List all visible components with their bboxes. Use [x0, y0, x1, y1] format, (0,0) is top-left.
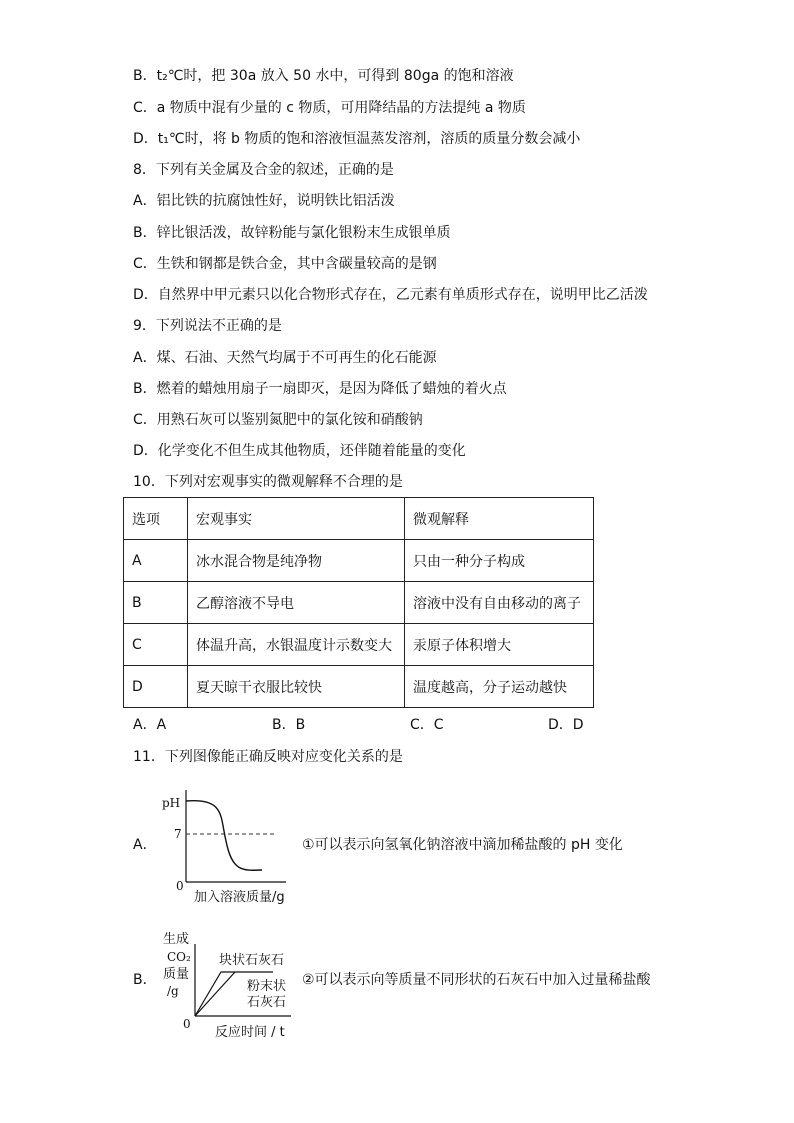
- q9-stem: 9．下列说法不正确的是: [133, 318, 282, 334]
- table-cell: 冰水混合物是纯净物: [188, 540, 405, 582]
- origin-label: 0: [183, 1017, 191, 1031]
- q11-stem: 11．下列图像能正确反映对应变化关系的是: [133, 749, 403, 765]
- q10-option-a: A．A: [133, 717, 167, 733]
- table-cell: 汞原子体积增大: [405, 624, 594, 666]
- table-cell: 溶液中没有自由移动的离子: [405, 582, 594, 624]
- table-cell: 夏天晾干衣服比较快: [188, 666, 405, 708]
- q11-option-a-label: A．: [133, 837, 157, 853]
- powder-limestone-label: 石灰石: [247, 995, 287, 1010]
- q11-option-b-label: B．: [133, 972, 157, 988]
- co2-graph: [155, 926, 300, 1044]
- table-cell: 只由一种分子构成: [405, 540, 594, 582]
- table-cell: C: [124, 624, 188, 666]
- ph-7-label: 7: [174, 827, 182, 841]
- lump-limestone-label: 块状石灰石: [219, 953, 285, 968]
- q11-option-a-text: ①可以表示向氢氧化钠溶液中滴加稀盐酸的 pH 变化: [302, 837, 623, 853]
- q10-option-c: C．C: [410, 717, 444, 733]
- q10-option-d: D．D: [548, 717, 584, 733]
- q10-stem: 10．下列对宏观事实的微观解释不合理的是: [133, 474, 403, 490]
- q9-option-c: C．用熟石灰可以鉴别氮肥中的氯化铵和硝酸钠: [133, 412, 423, 428]
- table-cell: A: [124, 540, 188, 582]
- table-header-cell: 选项: [124, 498, 188, 540]
- table-row: [124, 624, 594, 666]
- ph-curve: [186, 801, 262, 871]
- x-axis-label: 反应时间 / t: [215, 1025, 285, 1040]
- q7-option-b: B．t₂℃时，把 30a 放入 50 水中，可得到 80ga 的饱和溶液: [133, 68, 514, 84]
- q7-option-d: D．t₁℃时，将 b 物质的饱和溶液恒温蒸发溶剂，溶质的质量分数会减小: [133, 131, 581, 147]
- ph-axis-label: pH: [162, 796, 181, 810]
- ph-graph: [150, 786, 300, 910]
- table-cell: 体温升高，水银温度计示数变大: [188, 624, 405, 666]
- table-row: [124, 666, 594, 708]
- q7-option-c: C．a 物质中混有少量的 c 物质，可用降结晶的方法提纯 a 物质: [133, 100, 526, 116]
- q9-option-a: A．煤、石油、天然气均属于不可再生的化石能源: [133, 350, 437, 366]
- table-row: [124, 582, 594, 624]
- table-row: [124, 540, 594, 582]
- q11-option-b-text: ②可以表示向等质量不同形状的石灰石中加入过量稀盐酸: [302, 972, 651, 988]
- q10-table: [123, 497, 594, 708]
- q9-option-b: B．燃着的蜡烛用扇子一扇即灭，是因为降低了蜡烛的着火点: [133, 381, 507, 397]
- x-axis-label: 加入溶液质量/g: [194, 890, 285, 905]
- q8-option-b: B．锌比银活泼，故锌粉能与氯化银粉末生成银单质: [133, 225, 451, 241]
- table-cell: D: [124, 666, 188, 708]
- y-axis-label-line: CO₂: [167, 950, 191, 964]
- table-header-row: [124, 498, 594, 540]
- table-cell: B: [124, 582, 188, 624]
- powder-limestone-line: [195, 972, 235, 1016]
- q8-option-c: C．生铁和钢都是铁合金，其中含碳量较高的是钢: [133, 256, 437, 272]
- q8-option-a: A．铝比铁的抗腐蚀性好，说明铁比铝活泼: [133, 193, 395, 209]
- y-axis-label-line: 质量: [163, 967, 190, 982]
- y-axis-label-line: /g: [167, 984, 179, 998]
- q9-option-d: D．化学变化不但生成其他物质，还伴随着能量的变化: [133, 443, 466, 459]
- table-header-cell: 微观解释: [405, 498, 594, 540]
- q10-option-b: B．B: [272, 717, 306, 733]
- table-cell: 乙醇溶液不导电: [188, 582, 405, 624]
- origin-label: 0: [176, 879, 184, 893]
- q8-option-d: D．自然界中甲元素只以化合物形式存在，乙元素有单质形式存在，说明甲比乙活泼: [133, 287, 648, 303]
- q8-stem: 8．下列有关金属及合金的叙述，正确的是: [133, 162, 394, 178]
- powder-limestone-label: 粉末状: [247, 979, 287, 994]
- table-cell: 温度越高，分子运动越快: [405, 666, 594, 708]
- table-header-cell: 宏观事实: [188, 498, 405, 540]
- y-axis-label-line: 生成: [163, 932, 190, 947]
